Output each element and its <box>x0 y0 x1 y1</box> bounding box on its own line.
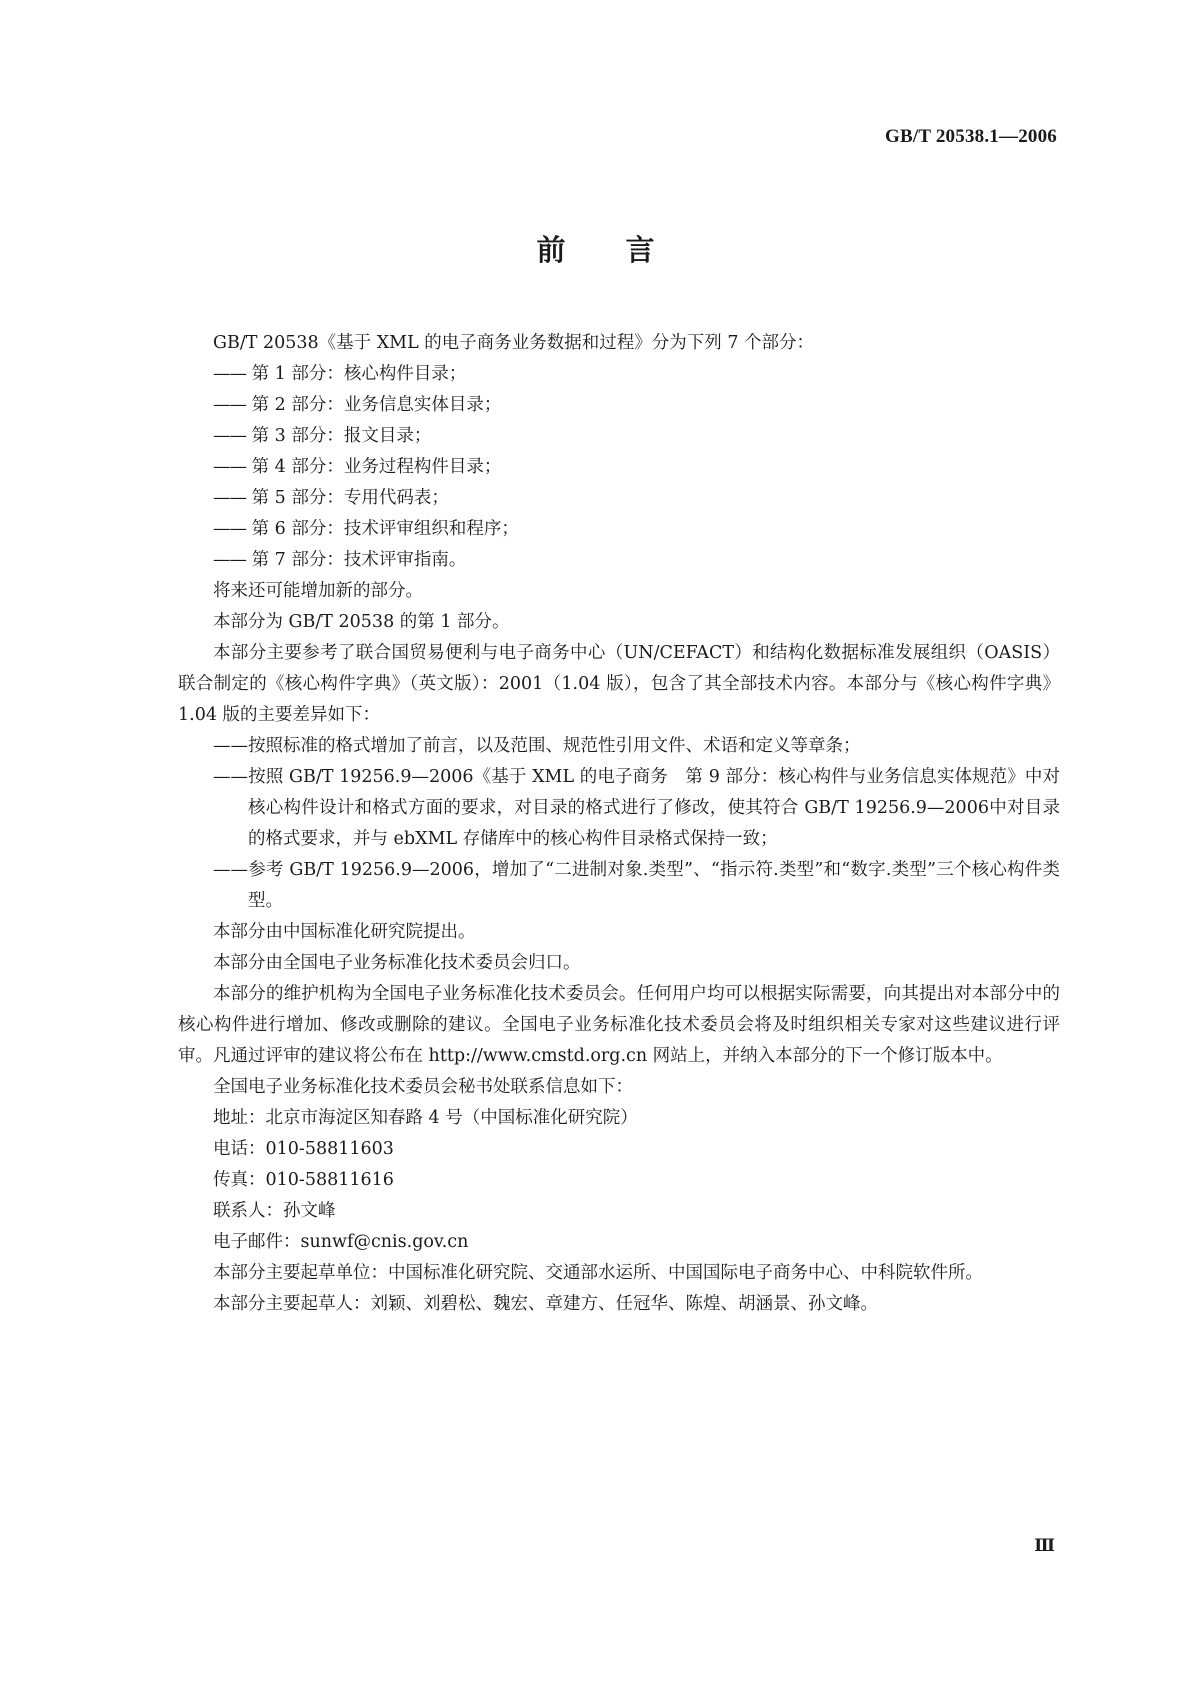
difference-item: ——参考 GB/T 19256.9—2006，增加了“二进制对象.类型”、“指示符.类型”和“数字.类型”三个核心构件类型。 <box>213 860 1060 911</box>
foreword-body <box>178 328 1060 1320</box>
part-item <box>178 545 1060 576</box>
dash-mark: —— <box>213 457 246 477</box>
dash-mark: —— <box>213 550 246 570</box>
part-label: 第 7 部分：技术评审指南。 <box>251 550 467 570</box>
contact-heading: 全国电子业务标准化技术委员会秘书处联系信息如下： <box>213 1077 633 1097</box>
this-part-statement: 本部分为 GB/T 20538 的第 1 部分。 <box>213 612 510 632</box>
dash-mark: —— <box>213 395 246 415</box>
part-label: 第 2 部分：业务信息实体目录； <box>251 395 502 415</box>
dash-mark: —— <box>213 364 246 384</box>
contact-person: 联系人：孙文峰 <box>213 1201 336 1221</box>
future-note: 将来还可能增加新的部分。 <box>213 581 423 601</box>
part-item <box>178 452 1060 483</box>
part-item <box>178 359 1060 390</box>
standard-code: GB/T 20538.1—2006 <box>885 126 1057 147</box>
intro-paragraph: GB/T 20538《基于 XML 的电子商务业务数据和过程》分为下列 7 个部分： <box>213 333 815 353</box>
difference-item: ——按照 GB/T 19256.9—2006《基于 XML 的电子商务 第 9 部分：核心构件与业务信息实体规范》中对核心构件设计和格式方面的要求，对目录的格式进行了修改，使其符合 GB/T 19256.9—2006中对目录的格式要求，并与 ebXML 存储库中的核心构件目录格式保持一致； <box>213 767 1060 849</box>
drafting-units: 本部分主要起草单位：中国标准化研究院、交通部水运所、中国国际电子商务中心、中科院软件所。 <box>213 1263 983 1283</box>
maintenance-paragraph: 本部分的维护机构为全国电子业务标准化技术委员会。任何用户均可以根据实际需要，向其提出对本部分中的核心构件进行增加、修改或删除的建议。全国电子业务标准化技术委员会将及时组织相关专家对这些建议进行评审。凡通过评审的建议将公布在 http://www.cmstd.org.cn 网站上，并纳入本部分的下一个修订版本中。 <box>178 984 1060 1066</box>
dash-mark: —— <box>213 488 246 508</box>
proposed-by: 本部分由中国标准化研究院提出。 <box>213 922 476 942</box>
part-item <box>178 421 1060 452</box>
page-number: Ⅲ <box>1034 1536 1055 1555</box>
page-title: 前言 <box>536 233 715 267</box>
part-label: 第 3 部分：报文目录； <box>251 426 432 446</box>
reference-paragraph: 本部分主要参考了联合国贸易便利与电子商务中心（UN/CEFACT）和结构化数据标准发展组织（OASIS）联合制定的《核心构件字典》（英文版）：2001（1.04 版），包含了其全部技术内容。本部分与《核心构件字典》1.04 版的主要差异如下： <box>178 643 1060 725</box>
part-label: 第 5 部分：专用代码表； <box>251 488 449 508</box>
part-item <box>178 483 1060 514</box>
contact-address: 地址：北京市海淀区知春路 4 号（中国标准化研究院） <box>213 1108 638 1128</box>
part-item <box>178 514 1060 545</box>
difference-item: ——按照标准的格式增加了前言，以及范围、规范性引用文件、术语和定义等章条； <box>213 736 861 756</box>
centralized-by: 本部分由全国电子业务标准化技术委员会归口。 <box>213 953 581 973</box>
dash-mark: —— <box>213 519 246 539</box>
contact-fax: 传真：010-58811616 <box>213 1170 394 1190</box>
contact-phone: 电话：010-58811603 <box>213 1139 394 1159</box>
dash-mark: —— <box>213 426 246 446</box>
part-label: 第 6 部分：技术评审组织和程序； <box>251 519 519 539</box>
part-item <box>178 390 1060 421</box>
contact-email: 电子邮件：sunwf@cnis.gov.cn <box>213 1232 469 1252</box>
drafters: 本部分主要起草人：刘颖、刘碧松、魏宏、章建方、任冠华、陈煌、胡涵景、孙文峰。 <box>213 1294 878 1314</box>
part-label: 第 4 部分：业务过程构件目录； <box>251 457 502 477</box>
part-label: 第 1 部分：核心构件目录； <box>251 364 467 384</box>
